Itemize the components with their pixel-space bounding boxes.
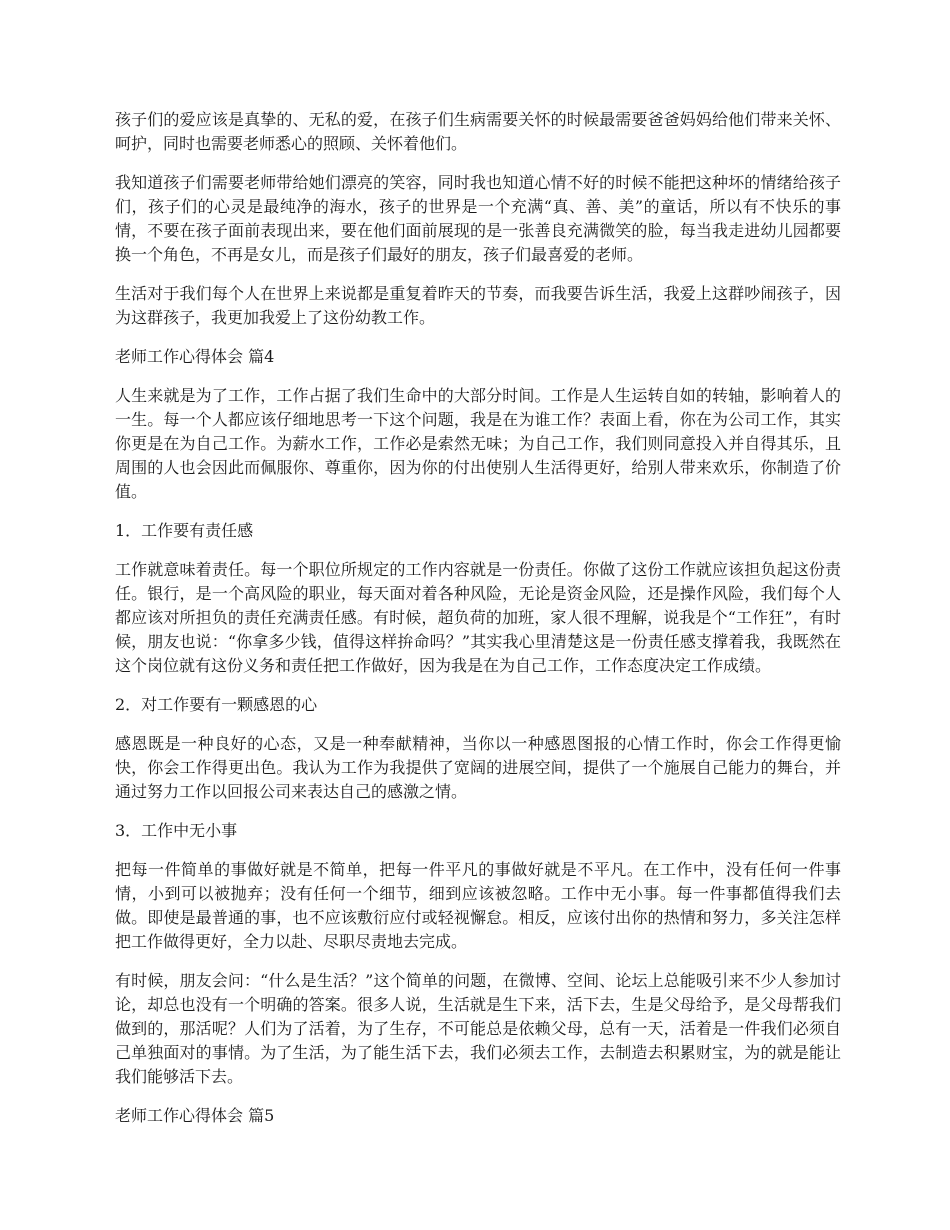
section-heading: 老师工作心得体会 篇4 (115, 347, 275, 366)
paragraph: 孩子们的爱应该是真挚的、无私的爱，在孩子们生病需要关怀的时候最需要爸爸妈妈给他们带来关怀、呵护，同时也需要老师悉心的照顾、关怀着他们。 (115, 110, 841, 153)
paragraph: 有时候，朋友会问：“什么是生活？”这个简单的问题，在微博、空间、论坛上总能吸引来不少人参加讨论，却总也没有一个明确的答案。很多人说，生活就是生下来，活下去，生是父母给予，是父母帮我们做到的，那活呢？人们为了活着，为了生存，不可能总是依赖父母，总有一天，活着是一件我们必须自己单独面对的事情。为了生活，为了能生活下去，我们必须去工作，去制造去积累财宝，为的就是能让我们能够活下去。 (115, 971, 841, 1086)
document-page (115, 108, 841, 1143)
section-heading: 老师工作心得体会 篇5 (115, 1106, 275, 1125)
paragraph: 感恩既是一种良好的心态，又是一种奉献精神，当你以一种感恩图报的心情工作时，你会工作得更愉快，你会工作得更出色。我认为工作为我提供了宽阔的进展空间，提供了一个施展自己能力的舞台，并通过努力工作以回报公司来表达自己的感激之情。 (115, 734, 841, 801)
subsection-heading: 2．对工作要有一颗感恩的心 (115, 695, 318, 714)
paragraph: 把每一件简单的事做好就是不简单，把每一件平凡的事做好就是不平凡。在工作中，没有任何一件事情，小到可以被抛弃；没有任何一个细节，细到应该被忽略。工作中无小事。每一件事都值得我们去做。即使是最普通的事，也不应该敷衍应付或轻视懈怠。相反，应该付出你的热情和努力，多关注怎样把工作做得更好，全力以赴、尽职尽责地去完成。 (115, 860, 841, 951)
paragraph: 生活对于我们每个人在世界上来说都是重复着昨天的节奏，而我要告诉生活，我爱上这群吵闹孩子，因为这群孩子，我更加我爱上了这份幼教工作。 (115, 284, 841, 327)
paragraph: 我知道孩子们需要老师带给她们漂亮的笑容，同时我也知道心情不好的时候不能把这种坏的情绪给孩子们，孩子们的心灵是最纯净的海水，孩子的世界是一个充满“真、善、美”的童话，所以有不快乐的事情，不要在孩子面前表现出来，要在他们面前展现的是一张善良充满微笑的脸，每当我走进幼儿园都要换一个角色，不再是女儿，而是孩子们最好的朋友，孩子们最喜爱的老师。 (115, 173, 841, 264)
subsection-heading: 1．工作要有责任感 (115, 521, 254, 540)
paragraph: 工作就意味着责任。每一个职位所规定的工作内容就是一份责任。你做了这份工作就应该担负起这份责任。银行，是一个高风险的职业，每天面对着各种风险，无论是资金风险，还是操作风险，我们每个人都应该对所担负的责任充满责任感。有时候，超负荷的加班，家人很不理解，说我是个“工作狂”，有时候，朋友也说：“你拿多少钱，值得这样拚命吗？”其实我心里清楚这是一份责任感支撑着我，我既然在这个岗位就有这份义务和责任把工作做好，因为我是在为自己工作，工作态度决定工作成绩。 (115, 560, 841, 675)
subsection-heading: 3．工作中无小事 (115, 821, 238, 840)
paragraph: 人生来就是为了工作，工作占据了我们生命中的大部分时间。工作是人生运转自如的转轴，影响着人的一生。每一个人都应该仔细地思考一下这个问题，我是在为谁工作？表面上看，你在为公司工作，其实你更是在为自己工作。为薪水工作，工作必是索然无味；为自己工作，我们则同意投入并自得其乐，且周围的人也会因此而佩服你、尊重你，因为你的付出使别人生活得更好，给别人带来欢乐，你制造了价值。 (115, 386, 841, 501)
